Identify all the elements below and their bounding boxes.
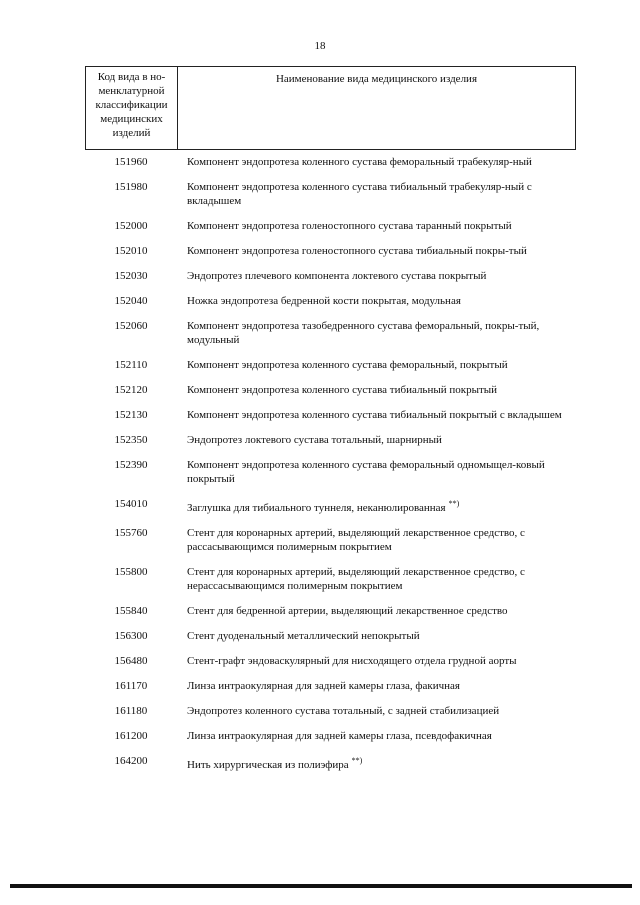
- row-code: 161200: [114, 730, 148, 742]
- row-code: 151960: [114, 156, 148, 168]
- row-code: 152010: [114, 245, 148, 257]
- row-name-with-note: [177, 497, 574, 515]
- row-name: Стент-графт эндоваскулярный для нисходящего отдела грудной аорты: [187, 655, 517, 667]
- row-name: Эндопротез коленного сустава тотальный, с задней стабилизацией: [187, 705, 500, 717]
- table-row: [85, 408, 574, 422]
- header-code-line: менклатурной: [98, 85, 165, 97]
- row-code: 151980: [114, 181, 148, 193]
- table-row: [85, 526, 574, 554]
- header-code-line: Код вида в но-: [97, 71, 166, 83]
- table-row: [85, 155, 574, 169]
- row-name: Стент для бедренной артерии, выделяющий лекарственное средство: [187, 605, 508, 617]
- row-code: 161180: [114, 705, 148, 717]
- row-name: Эндопротез локтевого сустава тотальный, шарнирный: [187, 434, 442, 446]
- bottom-rule: [10, 884, 632, 888]
- row-name-with-note: [177, 754, 574, 772]
- row-code: 152120: [114, 384, 148, 396]
- row-name: Компонент эндопротеза голеностопного сустава тибиальный покры-тый: [187, 245, 527, 257]
- row-code: 161170: [114, 680, 148, 692]
- footnote-mark: **): [351, 756, 363, 765]
- row-code: 152390: [114, 459, 148, 471]
- row-code: 154010: [114, 498, 148, 510]
- row-code: 152130: [114, 409, 148, 421]
- row-name: Заглушка для тибиального туннеля, неканюлированная: [187, 502, 446, 514]
- row-code: 152030: [114, 270, 148, 282]
- row-name: Компонент эндопротеза коленного сустава тибиальный покрытый с вкладышем: [187, 409, 562, 421]
- page-number: 18: [314, 40, 326, 52]
- table-row: [85, 180, 574, 208]
- table-row: [85, 319, 574, 347]
- header-code-line: классификации: [95, 99, 168, 111]
- table-row: [85, 294, 574, 308]
- table-row: [85, 754, 574, 772]
- row-name: Стент дуоденальный металлический непокрытый: [187, 630, 420, 642]
- table-row: [85, 244, 574, 258]
- table-row: [85, 269, 574, 283]
- table-row: [85, 729, 574, 743]
- table-row: [85, 679, 574, 693]
- header-code-line: медицинских: [100, 113, 163, 125]
- row-code: 156480: [114, 655, 148, 667]
- row-name: Компонент эндопротеза коленного сустава феморальный, покрытый: [187, 359, 508, 371]
- table-body: [85, 155, 574, 783]
- row-name: Компонент эндопротеза коленного сустава феморальный трабекуляр-ный: [187, 156, 532, 168]
- table-row: [85, 458, 574, 486]
- header-code-column: [86, 67, 178, 149]
- row-code: 155800: [114, 566, 148, 578]
- row-name: Линза интраокулярная для задней камеры глаза, факичная: [187, 680, 460, 692]
- table-row: [85, 497, 574, 515]
- table-row: [85, 219, 574, 233]
- row-code: 152350: [114, 434, 148, 446]
- table-row: [85, 433, 574, 447]
- row-name: Линза интраокулярная для задней камеры глаза, псевдофакичная: [187, 730, 492, 742]
- row-code: 156300: [114, 630, 148, 642]
- row-name: Стент для коронарных артерий, выделяющий лекарственное средство, с нерассасывающимся полимерным покрытием: [187, 566, 525, 592]
- row-code: 155840: [114, 605, 148, 617]
- table-header: [85, 66, 576, 150]
- row-code: 155760: [114, 527, 148, 539]
- table-row: [85, 565, 574, 593]
- row-name: Стент для коронарных артерий, выделяющий лекарственное средство, с рассасывающимся полимерным покрытием: [187, 527, 525, 553]
- row-code: 164200: [114, 755, 148, 767]
- table-row: [85, 704, 574, 718]
- row-code: 152060: [114, 320, 148, 332]
- table-row: [85, 629, 574, 643]
- table-row: [85, 654, 574, 668]
- row-name: Компонент эндопротеза коленного сустава тибиальный трабекуляр-ный с вкладышем: [187, 181, 532, 207]
- row-code: 152110: [114, 359, 148, 371]
- row-name: Нить хирургическая из полиэфира: [187, 759, 349, 771]
- row-name: Компонент эндопротеза коленного сустава тибиальный покрытый: [187, 384, 498, 396]
- table-row: [85, 604, 574, 618]
- row-code: 152000: [114, 220, 148, 232]
- table-row: [85, 358, 574, 372]
- table-row: [85, 383, 574, 397]
- row-name: Эндопротез плечевого компонента локтевого сустава покрытый: [187, 270, 487, 282]
- header-code-line: изделий: [112, 127, 151, 139]
- row-name: Компонент эндопротеза голеностопного сустава таранный покрытый: [187, 220, 512, 232]
- header-name-column: Наименование вида медицинского изделия: [275, 73, 478, 85]
- row-name: Ножка эндопротеза бедренной кости покрытая, модульная: [187, 295, 461, 307]
- row-code: 152040: [114, 295, 148, 307]
- row-name: Компонент эндопротеза коленного сустава феморальный одномыщел-ковый покрытый: [187, 459, 545, 485]
- row-name: Компонент эндопротеза тазобедренного сустава феморальный, покры-тый, модульный: [187, 320, 540, 346]
- footnote-mark: **): [448, 499, 460, 508]
